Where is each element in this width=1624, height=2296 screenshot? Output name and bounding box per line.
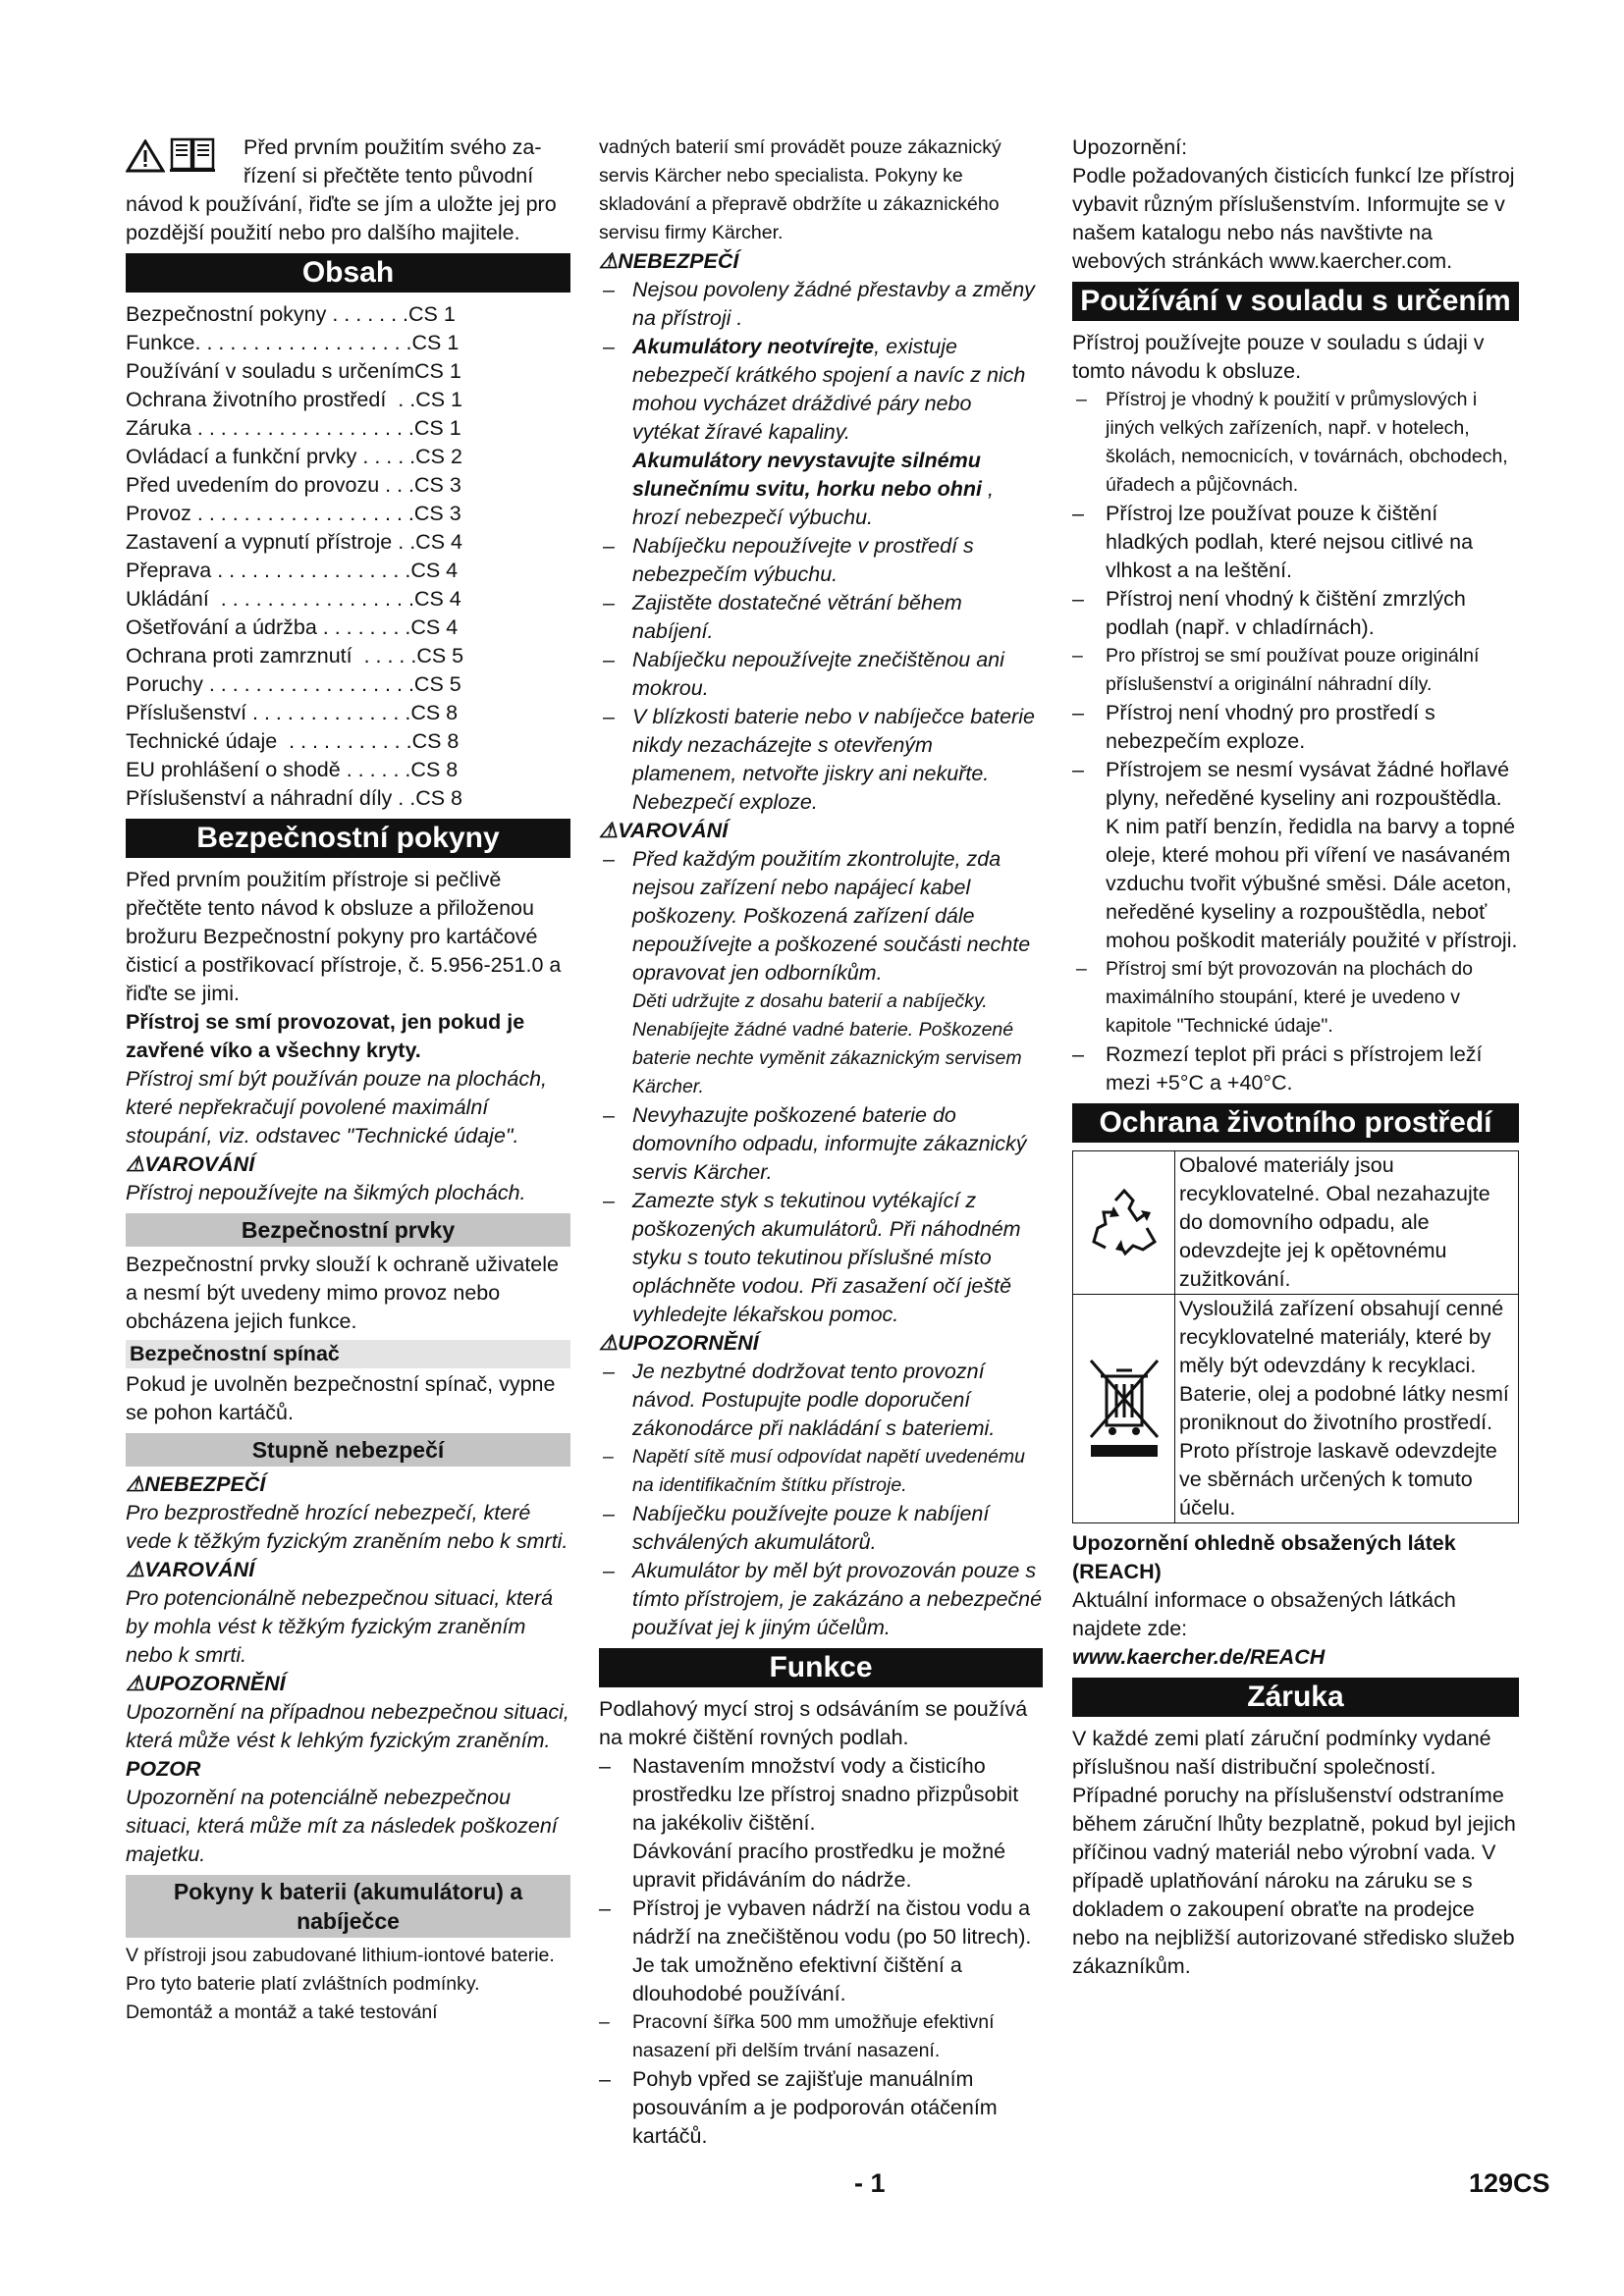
safety-slope-note: Přístroj smí být používán pouze na plochách, které nepřekračují povolené maximální stoupání, viz. odstavec "Technické údaje". [126,1067,548,1148]
warning-symbol-icon: ⚠ [126,1558,145,1581]
safety-lid-note: Přístroj se smí provozovat, jen pokud je zavřené víko a všechny kryty. [126,1010,525,1062]
toc-item[interactable] [126,528,570,557]
warning-symbol-icon: ⚠ [599,819,619,842]
toc-item-page: CS 4 [415,530,462,554]
toc-list [126,300,570,813]
toc-item[interactable] [126,727,570,756]
toc-item[interactable] [126,784,570,813]
toc-item[interactable] [126,670,570,699]
warning-triangle-icon [126,139,165,173]
toc-item-label: Ovládací a funkční prvky . . . . . [126,445,416,468]
toc-item[interactable] [126,471,570,500]
danger-symbol-icon: ⚠ [599,249,619,273]
list-item: – Přístroj lze používat pouze k čištění hladkých podlah, které nejsou citlivé na vlhkost a na leštění. [1072,500,1519,585]
battery-text: V přístroji jsou zabudované lithium-iontové baterie. Pro tyto baterie platí zvláštních podmínky. Demontáž a montáž a také testování [126,1945,555,2023]
toc-item[interactable] [126,557,570,585]
toc-item-page: CS 4 [413,587,461,611]
intro-line2: řízení si přečtěte tento původní [244,164,534,187]
safety-title: Bezpečnostní pokyny [126,819,570,858]
list-item: – Nevyhazujte poškozené baterie do domovního odpadu, informujte zákaznický servis Kärcher. [599,1101,1043,1187]
list-item: – Zamezte styk s tekutinou vytékající z poškozených akumulátorů. Při náhodném styku s touto tekutinou příslušné místo opláchněte vodou. Při zasažení očí ještě vyhledejte lékařskou pomoc. [599,1187,1043,1329]
toc-title: Obsah [126,253,570,293]
env-text-disposal: Vysloužilá zařízení obsahují cenné recyklovatelné materiály, které by měly být odevzdány k recyklaci. Baterie, olej a podobné látky nesmí proniknout do životního prostředí. Proto přístroje laskavě odevzdejte ve sběrnách určených k tomuto účelu. [1179,1297,1509,1520]
list-item: – Přístrojem se nesmí vysávat žádné hořlavé plyny, neředěné kyseliny ani rozpouštědla. [1072,756,1519,813]
toc-item-page: CS 1 [408,302,456,326]
toc-item-page: CS 3 [414,473,461,497]
function-text: Podlahový mycí stroj s odsáváním se používá na mokré čištění rovných podlah. [599,1697,1028,1749]
toc-item[interactable] [126,443,570,471]
list-item: – Napětí sítě musí odpovídat napětí uvedenému na identifikačním štítku přístroje. [599,1443,1043,1500]
list-item: – Akumulátor by měl být provozován pouze s tímto přístrojem, je zakázáno a nebezpečné používat jej k jiným účelům. [599,1557,1043,1642]
toc-item-label: Zastavení a vypnutí přístroje . . [126,530,416,554]
column-1 [126,133,570,2027]
toc-item-label: Příslušenství . . . . . . . . . . . . . . [126,701,411,724]
toc-item-page: CS 4 [410,615,459,639]
toc-item-page: CS 5 [416,644,464,667]
toc-item[interactable] [126,699,570,727]
list-item: – V blízkosti baterie nebo v nabíječce baterie nikdy nezacházejte s otevřeným plamenem, netvořte jiskry ani nekuřte. Nebezpečí exploze. [599,703,1043,817]
toc-item-label: EU prohlášení o shodě . . . . . . [126,758,411,781]
list-item: – Je nezbytné dodržovat tento provozní návod. Postupujte podle doporučení zákonodárce při nakládání s bateriemi. [599,1358,1043,1443]
attention-label: POZOR [126,1757,201,1781]
toc-item-label: Záruka . . . . . . . . . . . . . . . . . . . [126,416,414,440]
danger-label: ⚠NEBEZPEČÍ [126,1472,266,1496]
toc-item-page: CS 1 [414,359,461,383]
danger-levels-title: Stupně nebezpečí [126,1433,570,1467]
toc-item-page: CS 3 [413,502,461,525]
danger-label-2: ⚠NEBEZPEČÍ [599,249,739,273]
safety-switch-text: Pokud je uvolněn bezpečnostní spínač, vypne se pohon kartáčů. [126,1372,556,1424]
toc-item[interactable] [126,614,570,642]
list-subitem: Děti udržujte z dosahu baterií a nabíječky. Nenabíjejte žádné vadné baterie. Poškozené baterie nechte vyměnit zákaznickým servisem Kärcher. [632,990,1022,1097]
toc-item-label: Přeprava . . . . . . . . . . . . . . . . . [126,559,411,582]
list-item: – Nastavením množství vody a čisticího prostředku lze přístroj snadno přizpůsobit na jakékoliv čištění. [599,1752,1043,1838]
toc-item-page: CS 2 [415,445,462,468]
intro-line1: Před prvním použitím svého za- [244,135,542,159]
warning-label: ⚠VAROVÁNÍ [126,1558,255,1581]
safety-elements-text: Bezpečnostní prvky slouží k ochraně uživatele a nesmí být uvedeny mimo provoz nebo obcházena jejich funkce. [126,1253,559,1333]
toc-item[interactable] [126,756,570,784]
toc-item-label: Provoz . . . . . . . . . . . . . . . . . . . [126,502,414,525]
manual-book-icon [169,135,216,173]
toc-item-label: Ukládání . . . . . . . . . . . . . . . . . [126,587,414,611]
note-label: Upozornění: [1072,135,1188,159]
toc-item-page: CS 8 [411,729,460,753]
list-item: – Nejsou povoleny žádné přestavby a změny na přístroji . [599,276,1043,333]
crossed-bin-icon [1085,1355,1164,1463]
toc-item[interactable] [126,500,570,528]
safety-elements-title: Bezpečnostní prvky [126,1213,570,1247]
warranty-text: V každé zemi platí záruční podmínky vydané příslušnou naší distribuční společností. Případné poruchy na příslušenství odstraníme během záruční lhůty bezplatně, pokud byl jejich příčinou vadný materiál nebo výrobní vada. V případě uplatňování nároku na záruku se s dokladem o zakoupení obraťte na prodejce nebo na nejbližší autorizované středisko služeb zákazníkům. [1072,1727,1516,1978]
intro [126,133,570,247]
page-code: 129CS [1469,2168,1550,2198]
toc-item-label: Příslušenství a náhradní díly . . [126,786,416,810]
environment-row-recycling [1073,1151,1518,1295]
toc-item-page: CS 8 [410,701,459,724]
list-subitem: Akumulátory nevystavujte silnému slunečnímu svitu, horku nebo ohni , hrozí nebezpečí výbuchu. [632,449,994,529]
warning-symbol-icon: ⚠ [126,1152,145,1176]
column-3 [1072,133,1519,1981]
toc-item-label: Ochrana proti zamrznutí . . . . . [126,644,417,667]
toc-item-label: Bezpečnostní pokyny . . . . . . . [126,302,409,326]
toc-item[interactable] [126,585,570,614]
toc-item-page: CS 1 [411,331,460,354]
intro-rest: návod k používání, řiďte se jím a uložte jej pro pozdější použití nebo pro dalšího majitele. [126,192,557,244]
page-number: - 1 [854,2168,886,2198]
warning-label-2: ⚠VAROVÁNÍ [599,819,729,842]
list-item: – Pohyb vpřed se zajišťuje manuálním posouváním a je podporován otáčením kartáčů. [599,2065,1043,2151]
list-item: – Přístroj smí být provozován na plochách do maximálního stoupání, které je uvedeno v kapitole "Technické údaje". [1072,955,1519,1041]
env-icon-cell [1073,1295,1175,1522]
warning-and-manual-icons [126,135,216,173]
list-item: – Přístroj je vhodný k použití v průmyslových i jiných velkých zařízeních, např. v hotelech, školách, nemocnicích, v továrnách, obchodech, úřadech a půjčovnách. [1072,386,1519,500]
toc-item-page: CS 8 [410,758,459,781]
list-item: – Přístroj je vybaven nádrží na čistou vodu a nádrží na znečištěnou vodu (po 50 litrech). Je tak umožněno efektivní čištění a dlouhodobé používání. [599,1895,1043,2008]
toc-item[interactable] [126,300,570,329]
list-subitem: K nim patří benzín, ředidla na barvy a topné oleje, které mohou při víření ve nasávaném vzduchu tvořit výbušné směsi. Dále aceton, neředěné kyseliny a rozpouštědla, neboť mohou poškodit materiály použité v přístroji. [1106,815,1518,952]
list-item: – Nabíječku používejte pouze k nabíjení schválených akumulátorů. [599,1500,1043,1557]
toc-item[interactable] [126,414,570,443]
recycling-icon [1086,1185,1163,1261]
toc-item[interactable] [126,386,570,414]
list-item: – Rozmezí teplot při práci s přístrojem leží mezi +5°C a +40°C. [1072,1041,1519,1097]
caution-symbol-icon: ⚠ [599,1331,619,1355]
toc-item[interactable] [126,357,570,386]
note-text: Podle požadovaných čisticích funkcí lze přístroj vybavit různým příslušenstvím. Informujte se v našem katalogu nebo nás navštivte na webových stránkách www.kaercher.com. [1072,164,1515,273]
toc-item-label: Technické údaje . . . . . . . . . . . [126,729,412,753]
toc-item-page: CS 1 [415,388,462,411]
reach-title: Upozornění ohledně obsažených látek (REACH) [1072,1531,1456,1583]
toc-item-label: Poruchy . . . . . . . . . . . . . . . . . . [126,672,414,696]
env-text-recycling: Obalové materiály jsou recyklovatelné. Obal nezahazujte do domovního odpadu, ale odevzdejte jej k opětovnému zužitkování. [1179,1153,1490,1291]
toc-item-label: Před uvedením do provozu . . . [126,473,414,497]
list-item: – Přístroj není vhodný k čištění zmrzlých podlah (např. v chladírnách). [1072,585,1519,642]
caution-text: Upozornění na případnou nebezpečnou situaci, která může vést k lehkým fyzickým zraněním. [126,1700,569,1752]
warning-label-1: ⚠VAROVÁNÍ [126,1152,255,1176]
caution-symbol-icon: ⚠ [126,1672,145,1695]
warning-text-1: Přístroj nepoužívejte na šikmých plochách. [126,1181,526,1204]
reach-link[interactable]: www.kaercher.de/REACH [1072,1645,1326,1669]
list-subitem: Dávkování pracího prostředku je možné upravit přidáváním do nádrže. [632,1840,1006,1892]
attention-text: Upozornění na potenciálně nebezpečnou situaci, která může mít za následek poškození majetku. [126,1786,558,1866]
toc-item-label: Používání v souladu s určením [126,359,414,383]
caution-label: ⚠UPOZORNĚNÍ [126,1672,286,1695]
battery-continued: vadných baterií smí provádět pouze zákaznický servis Kärcher nebo specialista. Pokyny ke skladování a přepravě obdržíte u zákaznického servisu firmy Kärcher. [599,136,1001,243]
list-item: – Zajistěte dostatečné větrání během nabíjení. [599,589,1043,646]
safety-intro: Před prvním použitím přístroje si pečlivě přečtěte tento návod k obsluze a přiloženou brožuru Bezpečnostní pokyny pro kartáčové čisticí a postřikovací přístroje, č. 5.956-251.0 a řiďte se jimi. [126,868,562,1005]
list-item: – Nabíječku nepoužívejte znečištěnou ani mokrou. [599,646,1043,703]
list-item: – Pracovní šířka 500 mm umožňuje efektivní nasazení při delším trvání nasazení. [599,2008,1043,2065]
toc-item-label: Funkce. . . . . . . . . . . . . . . . . . . [126,331,412,354]
caution-label-2: ⚠UPOZORNĚNÍ [599,1331,759,1355]
toc-item[interactable] [126,329,570,357]
safety-switch-title: Bezpečnostní spínač [126,1340,570,1368]
list-item: – Nabíječku nepoužívejte v prostředí s nebezpečím výbuchu. [599,532,1043,589]
list-item: – Akumulátory neotvírejte, existuje nebezpečí krátkého spojení a navíc z nich mohou vycházet dráždivé páry nebo vytékat žíravé kapaliny. [599,333,1043,447]
list-item: – Před každým použitím zkontrolujte, zda nejsou zařízení nebo napájecí kabel poškozeny. Poškozená zařízení dále nepoužívejte a poškozené součásti nechte opravovat jen odborníkům. [599,845,1043,988]
toc-item-label: Ochrana životního prostředí . . [126,388,416,411]
warranty-title: Záruka [1072,1678,1519,1717]
column-2 [599,133,1043,2151]
warning-text: Pro potencionálně nebezpečnou situaci, která by mohla vést k těžkým fyzickým zraněním nebo k smrti. [126,1586,554,1667]
toc-item-label: Ošetřování a údržba . . . . . . . . [126,615,411,639]
danger-text: Pro bezprostředně hrozící nebezpečí, které vede k těžkým fyzickým zraněním nebo k smrti. [126,1501,568,1553]
environment-table [1072,1150,1519,1523]
list-item: – Pro přístroj se smí používat pouze originální příslušenství a originální náhradní díly. [1072,642,1519,699]
function-title: Funkce [599,1648,1043,1687]
reach-text: Aktuální informace o obsažených látkách najdete zde: [1072,1588,1456,1640]
toc-item-page: CS 5 [413,672,461,696]
battery-title: Pokyny k baterii (akumulátoru) a nabíječce [126,1875,570,1938]
environment-row-disposal [1073,1295,1518,1522]
environment-title: Ochrana životního prostředí [1072,1103,1519,1143]
intended-use-text: Přístroj používejte pouze v souladu s údaji v tomto návodu k obsluze. [1072,331,1485,383]
toc-item[interactable] [126,642,570,670]
toc-item-page: CS 4 [410,559,459,582]
danger-symbol-icon: ⚠ [126,1472,145,1496]
toc-item-page: CS 8 [415,786,462,810]
list-item: – Přístroj není vhodný pro prostředí s nebezpečím exploze. [1072,699,1519,756]
intended-use-title: Používání v souladu s určením [1072,282,1519,321]
env-icon-cell [1073,1151,1175,1294]
toc-item-page: CS 1 [413,416,461,440]
